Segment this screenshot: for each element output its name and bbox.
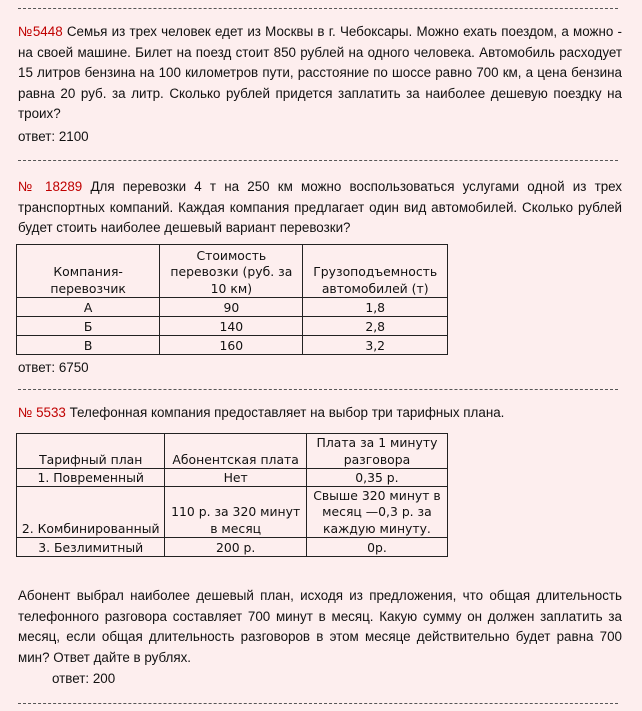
table-row	[17, 317, 448, 336]
table-row	[17, 487, 448, 538]
problem-18289-answer: ответ: 6750	[18, 360, 89, 375]
table-row	[17, 298, 448, 317]
table-cell: Нет	[165, 469, 307, 487]
table-cell: 160	[160, 336, 303, 355]
problem-5533-answer: ответ: 200	[52, 671, 116, 686]
problem-5533-question: Абонент выбрал наиболее дешевый план, исходя из предложения, что общая длительность телефонного разговора составляет 700 минут в месяц. Какую сумму он должен заплатить за месяц, если общая длительность разговоров в этом месяце действительно будет равна 700 мин? Ответ дайте в рублях.	[18, 588, 622, 665]
table-cell: В	[17, 336, 160, 355]
table-header: Компания-перевозчик	[17, 245, 160, 298]
transport-table	[16, 244, 448, 355]
problem-5533-text: № 5533 Телефонная компания предоставляет на выбор три тарифных плана.	[18, 405, 505, 420]
problem-number: № 18289	[18, 179, 83, 194]
problem-5448-answer: ответ: 2100	[18, 129, 89, 144]
table-cell: 200 р.	[165, 538, 307, 557]
table-header: Абонентская плата	[165, 434, 307, 469]
table-cell: 3,2	[303, 336, 448, 355]
table-header-row	[17, 434, 448, 469]
table-cell: 3. Безлимитный	[17, 538, 165, 557]
tariff-table	[16, 433, 448, 557]
problem-5448-text: №5448 Семья из трех человек едет из Москвы в г. Чебоксары. Можно ехать поездом, а можно - на своей машине. Билет на поезд стоит 850 рублей на одного человека. Автомобиль расходует 15 литров бензина на 100 километров пути, расстояние по шоссе равно 700 км, а цена бензина равна 20 руб. за литр. Сколько рублей придется заплатить за наиболее дешевую поездку на троих?	[18, 24, 622, 121]
table-cell: 1. Повременный	[17, 469, 165, 487]
separator-line	[18, 160, 618, 163]
separator-line	[18, 389, 618, 392]
separator-line	[18, 8, 618, 11]
table-cell: Б	[17, 317, 160, 336]
table-row	[17, 469, 448, 487]
separator-line	[18, 703, 618, 706]
table-header: Плата за 1 минуту разговора	[306, 434, 447, 469]
table-header: Грузоподъемность автомобилей (т)	[303, 245, 448, 298]
table-row	[17, 336, 448, 355]
problem-number: №5448	[18, 24, 63, 39]
table-cell: 90	[160, 298, 303, 317]
table-cell: 1,8	[303, 298, 448, 317]
table-cell: Свыше 320 минут в месяц —0,3 р. за каждую минуту.	[306, 487, 447, 538]
table-cell: 0,35 р.	[306, 469, 447, 487]
problem-number: № 5533	[18, 405, 66, 420]
table-header: Тарифный план	[17, 434, 165, 469]
table-cell: А	[17, 298, 160, 317]
table-cell: 2,8	[303, 317, 448, 336]
table-cell: 0р.	[306, 538, 447, 557]
table-header: Стоимость перевозки (руб. за 10 км)	[160, 245, 303, 298]
table-cell: 110 р. за 320 минут в месяц	[165, 487, 307, 538]
table-header-row	[17, 245, 448, 298]
table-cell: 2. Комбинированный	[17, 487, 165, 538]
table-row	[17, 538, 448, 557]
problem-18289-text: № 18289 Для перевозки 4 т на 250 км можно воспользоваться услугами одной из трех транспортных компаний. Каждая компания предлагает один вид автомобилей. Сколько рублей будет стоить наиболее дешевый вариант перевозки?	[18, 179, 622, 235]
table-cell: 140	[160, 317, 303, 336]
